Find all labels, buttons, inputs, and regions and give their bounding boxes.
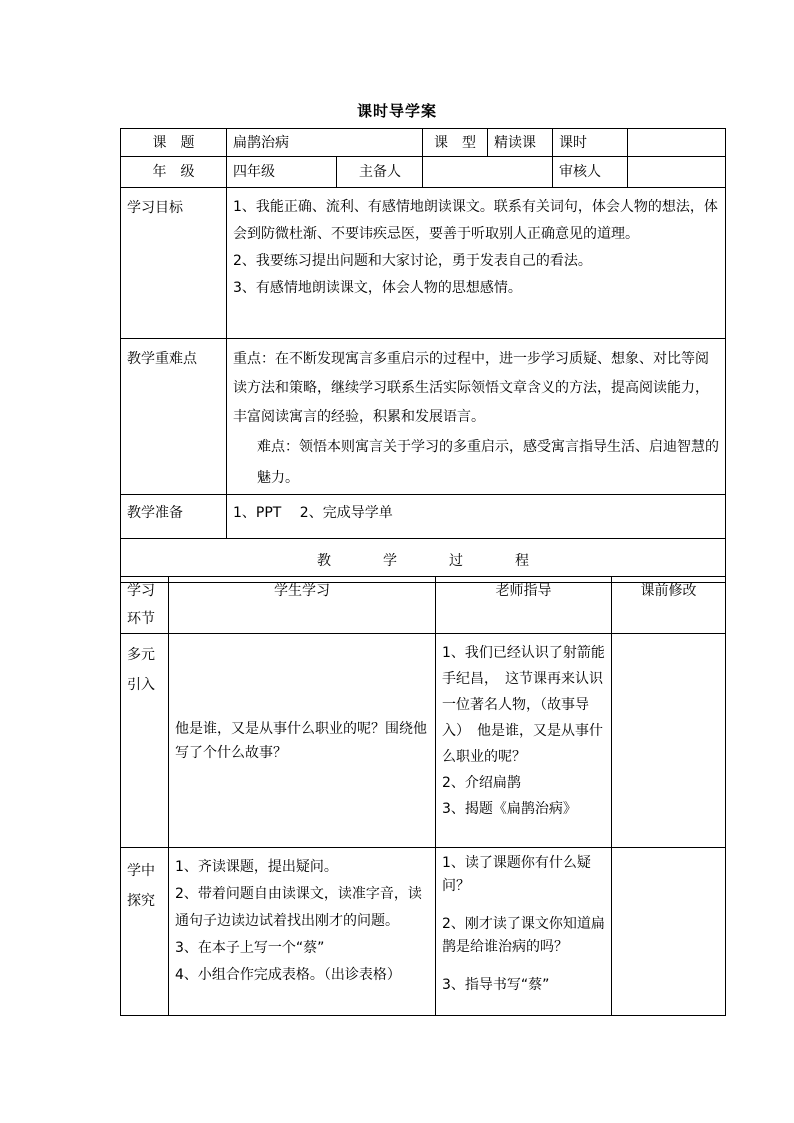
period-value [628, 129, 726, 157]
grade-value: 四年级 [227, 157, 337, 188]
teacher-intro-item: 1、我们已经认识了射箭能手纪昌， 这节课再来认识一位著名人物，（故事导入） 他是谁，又是从事什么职业的呢？ [442, 645, 605, 765]
student-explore-item: 1、齐读课题，提出疑问。 [175, 859, 338, 875]
preparation-value: 1、PPT 2、完成导学单 [227, 495, 726, 539]
page-title: 课时导学案 [356, 102, 437, 120]
student-intro-text: 他是谁，又是从事什么职业的呢？围绕他写了个什么故事？ [175, 720, 427, 761]
reviewer-label: 审核人 [553, 157, 628, 188]
teacher-intro-item: 3、揭题《扁鹊治病》 [442, 801, 577, 817]
grade-label: 年 级 [121, 157, 227, 188]
goals-content [227, 188, 726, 339]
key-points-content [227, 339, 726, 495]
stage-explore: 学中探究 [121, 848, 169, 1016]
goal-item: 2、我要练习提出问题和大家讨论，勇于发表自己的看法。 [233, 253, 592, 269]
preparer-label: 主备人 [337, 157, 423, 188]
stage-header: 学习环节 [121, 577, 169, 634]
stage-intro: 多元引入 [121, 634, 169, 848]
key-focus: 重点：在不断发现寓言多重启示的过程中，进一步学习质疑、想象、对比等阅读方法和策略，继续学习联系生活实际领悟文章含义的方法，提高阅读能力，丰富阅读寓言的经验，积累和发展语言。 [233, 351, 709, 425]
revision-header: 课前修改 [612, 577, 726, 634]
period-label: 课时 [553, 129, 628, 157]
revision-explore [612, 848, 726, 1016]
student-explore [169, 848, 436, 1016]
topic-label: 课 题 [121, 129, 227, 157]
student-intro [169, 634, 436, 848]
teacher-explore [436, 848, 612, 1016]
student-explore-item: 4、小组合作完成表格。（出诊表格） [175, 967, 401, 983]
teacher-intro [436, 634, 612, 848]
teacher-explore-item: 1、读了课题你有什么疑问？ [442, 855, 591, 894]
student-explore-item: 2、带着问题自由读课文，读准字音，读通句子边读边试着找出刚才的问题。 [175, 886, 422, 929]
teacher-header: 老师指导 [436, 577, 612, 634]
lesson-info-table [120, 128, 726, 583]
key-points-label: 教学重难点 [121, 339, 227, 495]
teacher-explore-item: 2、刚才读了课文你知道扁鹊是给谁治病的吗？ [442, 916, 605, 955]
type-label: 课 型 [423, 129, 488, 157]
reviewer-value [628, 157, 726, 188]
topic-value: 扁鹊治病 [227, 129, 423, 157]
student-header: 学生学习 [169, 577, 436, 634]
key-difficulty: 难点：领悟本则寓言关于学习的多重启示，感受寓言指导生活、启迪智慧的魅力。 [257, 439, 719, 486]
process-banner: 教 学 过 程 [121, 539, 726, 583]
revision-intro [612, 634, 726, 848]
process-table [120, 576, 726, 1016]
preparer-value [423, 157, 553, 188]
preparation-label: 教学准备 [121, 495, 227, 539]
student-explore-item: 3、在本子上写一个“蔡” [175, 940, 325, 956]
goals-label: 学习目标 [121, 188, 227, 339]
teacher-intro-item: 2、介绍扁鹊 [442, 775, 521, 791]
type-value: 精读课 [488, 129, 553, 157]
goal-item: 1、我能正确、流利、有感情地朗读课文。联系有关词句，体会人物的想法，体会到防微杜渐、不要讳疾忌医，要善于听取别人正确意见的道理。 [233, 199, 718, 242]
goal-item: 3、有感情地朗读课文，体会人物的思想感情。 [233, 280, 522, 296]
teacher-explore-item: 3、指导书写“蔡” [442, 977, 550, 993]
